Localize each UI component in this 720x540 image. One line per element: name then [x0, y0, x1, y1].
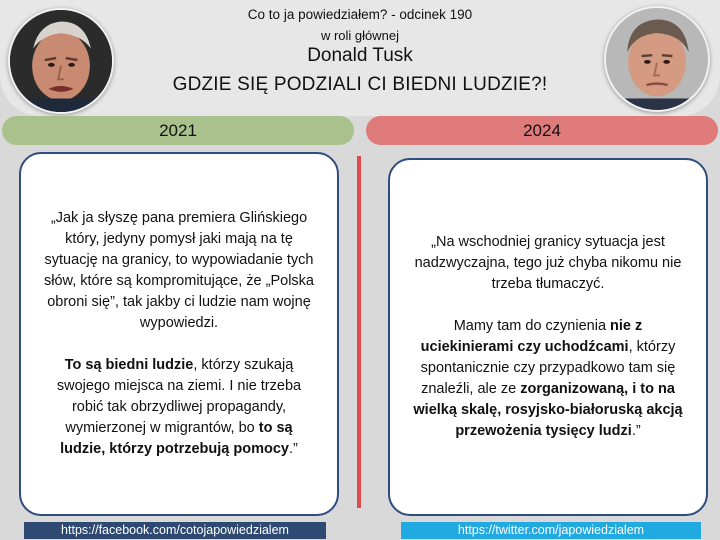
- quote-2021-bold-1: To są biedni ludzie: [64, 357, 194, 373]
- quote-card-2021: [19, 152, 339, 516]
- portrait-2024-image: [606, 8, 708, 110]
- quote-card-2024: [388, 158, 708, 516]
- quote-2021: [41, 208, 317, 460]
- center-divider: [357, 156, 361, 508]
- quote-2021-paragraph-2: [41, 355, 317, 460]
- quote-2021-bold-2: to są ludzie, którzy potrzebują pomocy: [60, 420, 293, 457]
- quote-2024: [410, 232, 686, 442]
- year-tab-2024: 2024: [366, 116, 718, 145]
- series-title: Co to ja powiedziałem? - odcinek 190: [247, 7, 473, 22]
- quote-2021-text-1: , którzy szukają swojego miejsca na ziemi. I nie trzeba robić tak obrzydliwej propagandy, wymierzonej w migrantów, bo: [56, 357, 302, 436]
- quote-2021-paragraph-1: „Jak ja słyszę pana premiera Glińskiego który, jedyny pomysł jaki mają na tę sytuację na granicy, to wypowiadanie tych słów, które są kompromitujące, że „Polska obroni się”, tak jakby ci ludzie nam wojnę wypowiedzi.: [44, 210, 314, 331]
- quote-2024-paragraph-2: [410, 316, 686, 442]
- portrait-2021-image: [10, 10, 112, 112]
- facebook-link[interactable]: https://facebook.com/cotojapowiedzialem: [24, 522, 326, 539]
- portrait-2024: [604, 6, 710, 112]
- quote-2024-text-1: Mamy tam do czynienia: [453, 318, 611, 334]
- header-text: [130, 6, 590, 98]
- quote-2021-text-2: .”: [288, 441, 298, 457]
- quote-2024-bold-2: zorganizowaną, i to na wielką skalę, rosyjsko-białoruską akcją przewożenia tysięcy ludzi: [413, 381, 683, 439]
- twitter-link[interactable]: https://twitter.com/japowiedzialem: [401, 522, 701, 539]
- quote-2024-bold-1: nie z uciekinierami czy uchodźcami: [420, 318, 643, 355]
- quote-2024-text-3: .”: [631, 423, 641, 439]
- year-tab-2021: 2021: [2, 116, 354, 145]
- quote-2024-text-2: , którzy spontanicznie czy przypadkowo tam się znaleźli, ale ze: [420, 339, 676, 397]
- role-caption: w roli głównej: [320, 28, 400, 43]
- portrait-2021: [8, 8, 114, 114]
- episode-headline: GDZIE SIĘ PODZIALI CI BIEDNI LUDZIE?!: [172, 74, 548, 95]
- quote-2024-paragraph-1: „Na wschodniej granicy sytuacja jest nadzwyczajna, tego już chyba nikomu nie trzeba tłumaczyć.: [414, 234, 682, 292]
- person-name: Donald Tusk: [307, 45, 413, 66]
